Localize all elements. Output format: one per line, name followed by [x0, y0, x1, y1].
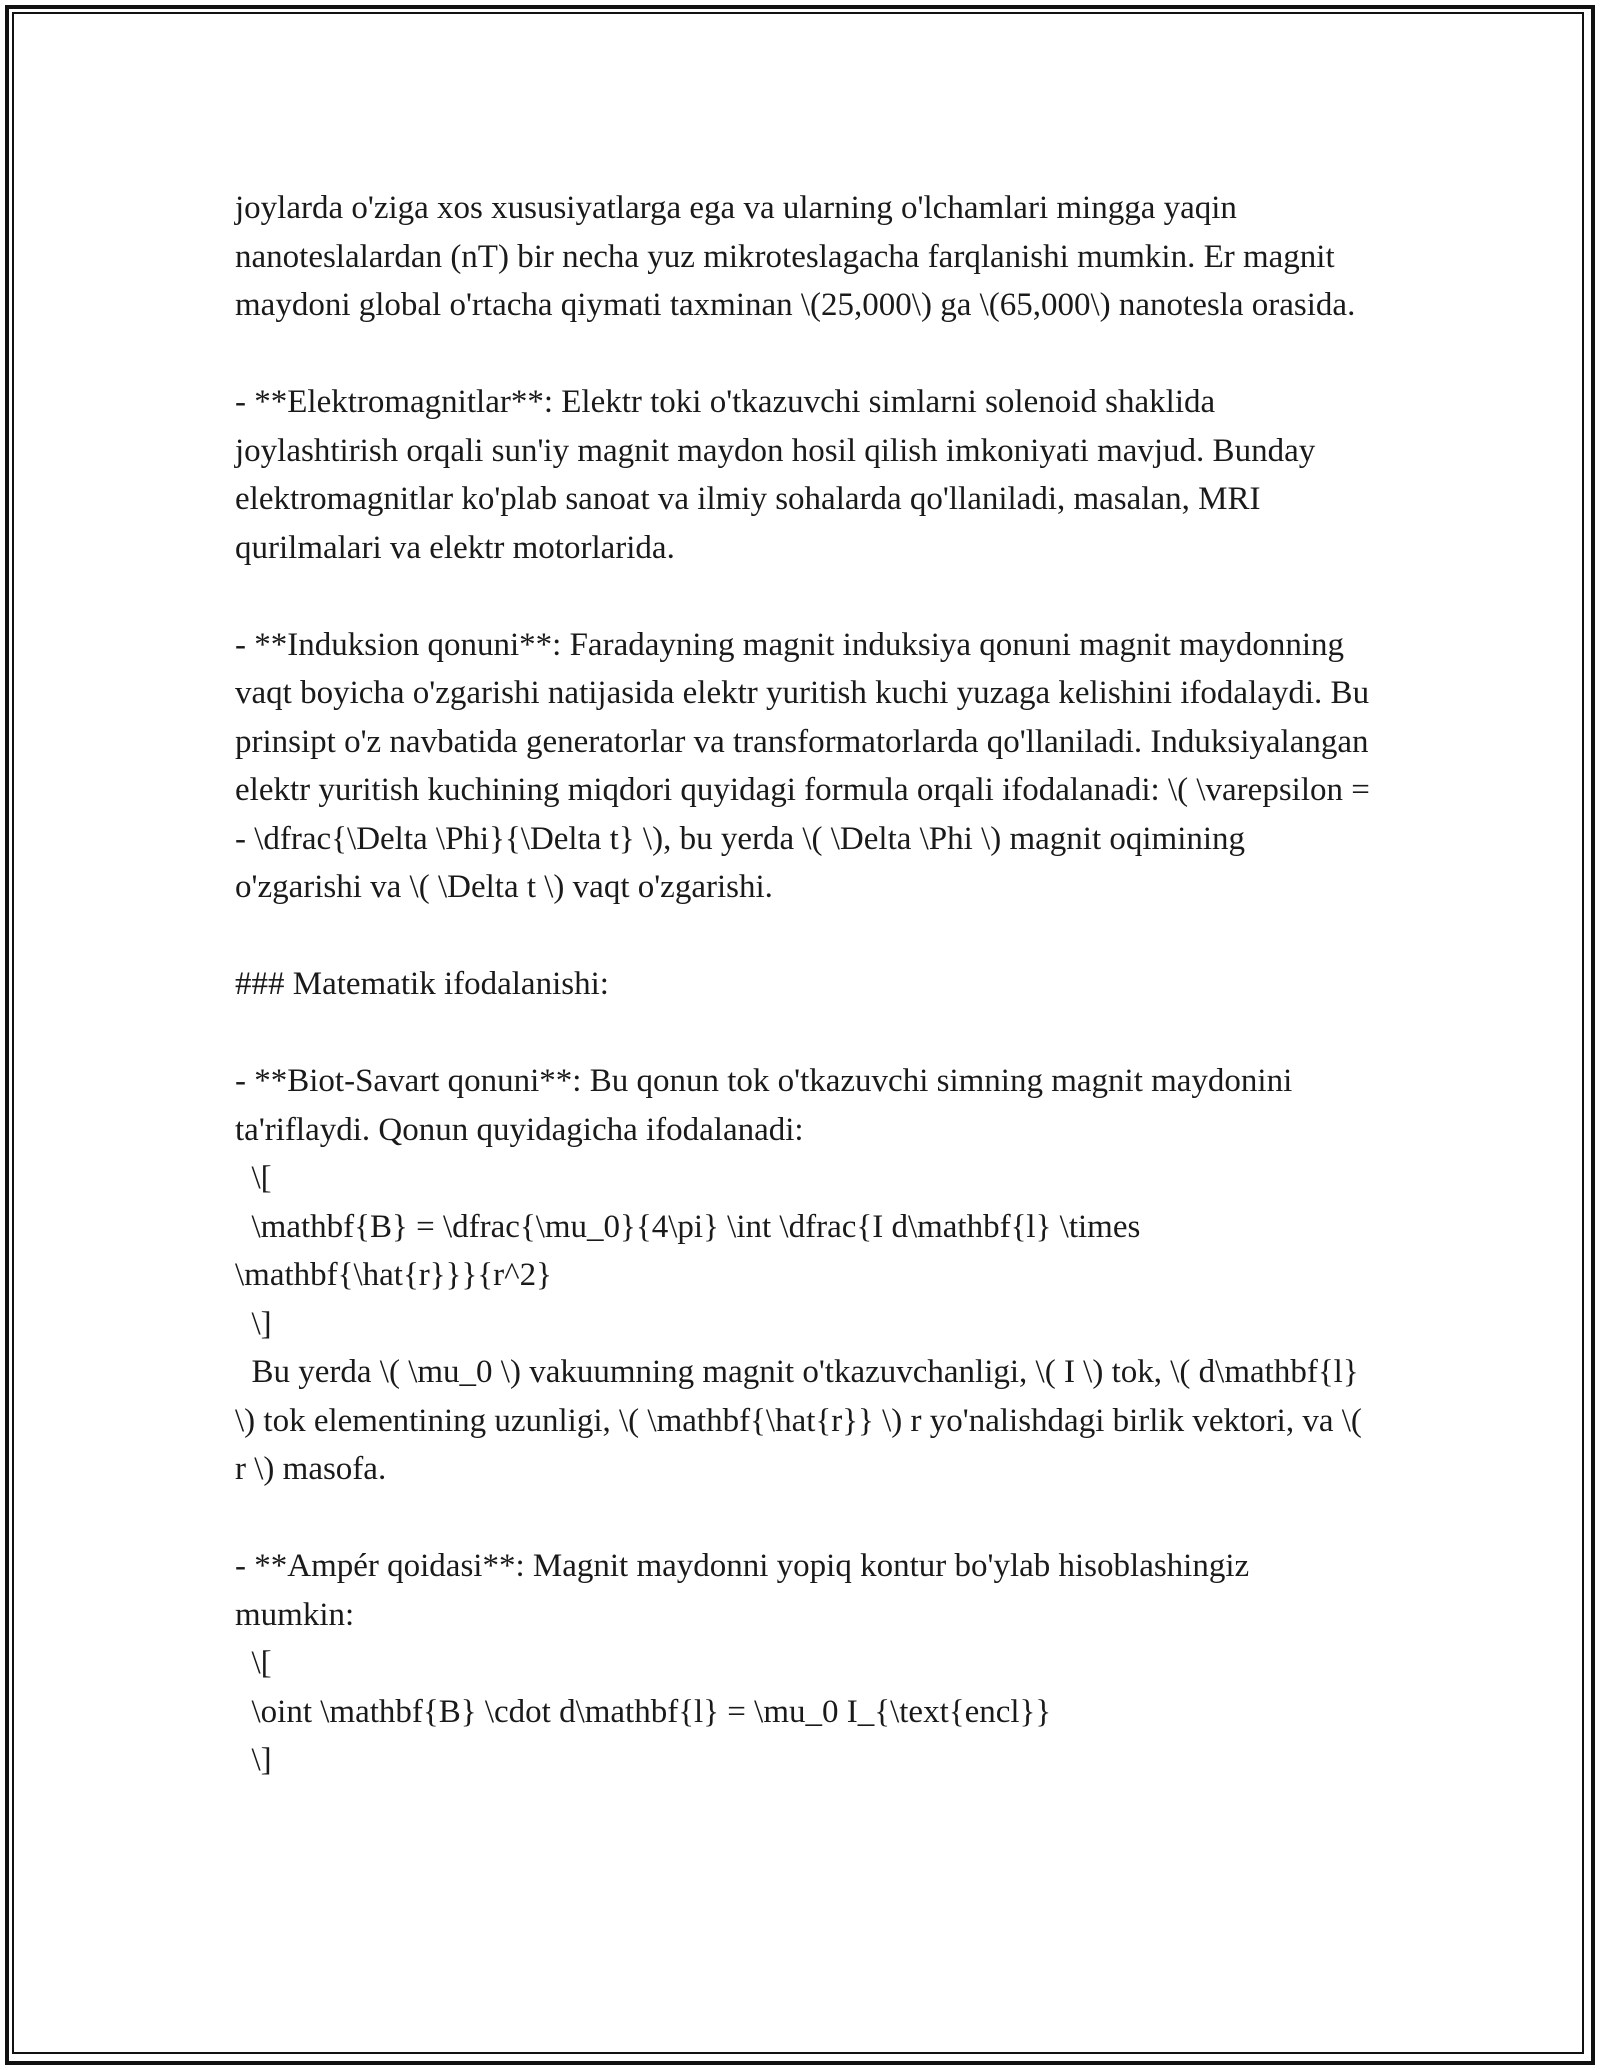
- paragraph-ampere-law: - **Ampér qoidasi**: Magnit maydonni yopiq kontur bo'ylab hisoblashingiz mumkin: \[ \oint \mathbf{B} \cdot d\mathbf{l} = \mu_0 I_{\text{encl}} \]: [235, 1548, 1250, 1778]
- paragraph-induction-law: - **Induksion qonuni**: Faradayning magnit induksiya qonuni magnit maydonning vaqt boyicha o'zgarishi natijasida elektr yuritish kuchi yuzaga kelishini ifodalaydi. Bu prinsipt o'z navbatida generatorlar va transformatorlarda qo'llaniladi. Induksiyalangan elektr yuritish kuchining miqdori quyidagi formula orqali ifodalanadi: \( \varepsilon = - \dfrac{\Delta \Phi}{\Delta t} \), bu yerda \( \Delta \Phi \) magnit oqimining o'zgarishi va \( \Delta t \) vaqt o'zgarishi.: [235, 626, 1379, 905]
- paragraph-electromagnets: - **Elektromagnitlar**: Elektr toki o'tkazuvchi simlarni solenoid shaklida joylashtirish orqali sun'iy magnit maydon hosil qilish imkoniyati mavjud. Bunday elektromagnitlar ko'plab sanoat va ilmiy sohalarda qo'llaniladi, masalan, MRI qurilmalari va elektr motorlarida.: [235, 384, 1324, 566]
- section-heading-math: ### Matematik ifodalanishi:: [235, 966, 609, 1002]
- paragraph-biot-savart: - **Biot-Savart qonuni**: Bu qonun tok o'tkazuvchi simning magnit maydonini ta'riflaydi. Qonun quyidagicha ifodalanadi: \[ \mathbf{B} = \dfrac{\mu_0}{4\pi} \int \dfrac{I d\mathbf{l} \times \mathbf{\hat{r}}}{r^2} \] Bu yerda \( \mu_0 \) vakuumning magnit o'tkazuvchanligi, \( I \) tok, \( d\mathbf{l} \) tok elementining uzunligi, \( \mathbf{\hat{r}} \) r yo'nalishdagi birlik vektori, va \( r \) masofa.: [235, 1063, 1362, 1487]
- document-body: [235, 184, 1379, 1833]
- paragraph-earth-field: joylarda o'ziga xos xususiyatlarga ega va ularning o'lchamlari mingga yaqin nanoteslalardan (nT) bir necha yuz mikroteslagacha farqlanishi mumkin. Er magnit maydoni global o'rtacha qiymati taxminan \(25,000\) ga \(65,000\) nanotesla orasida.: [235, 190, 1356, 323]
